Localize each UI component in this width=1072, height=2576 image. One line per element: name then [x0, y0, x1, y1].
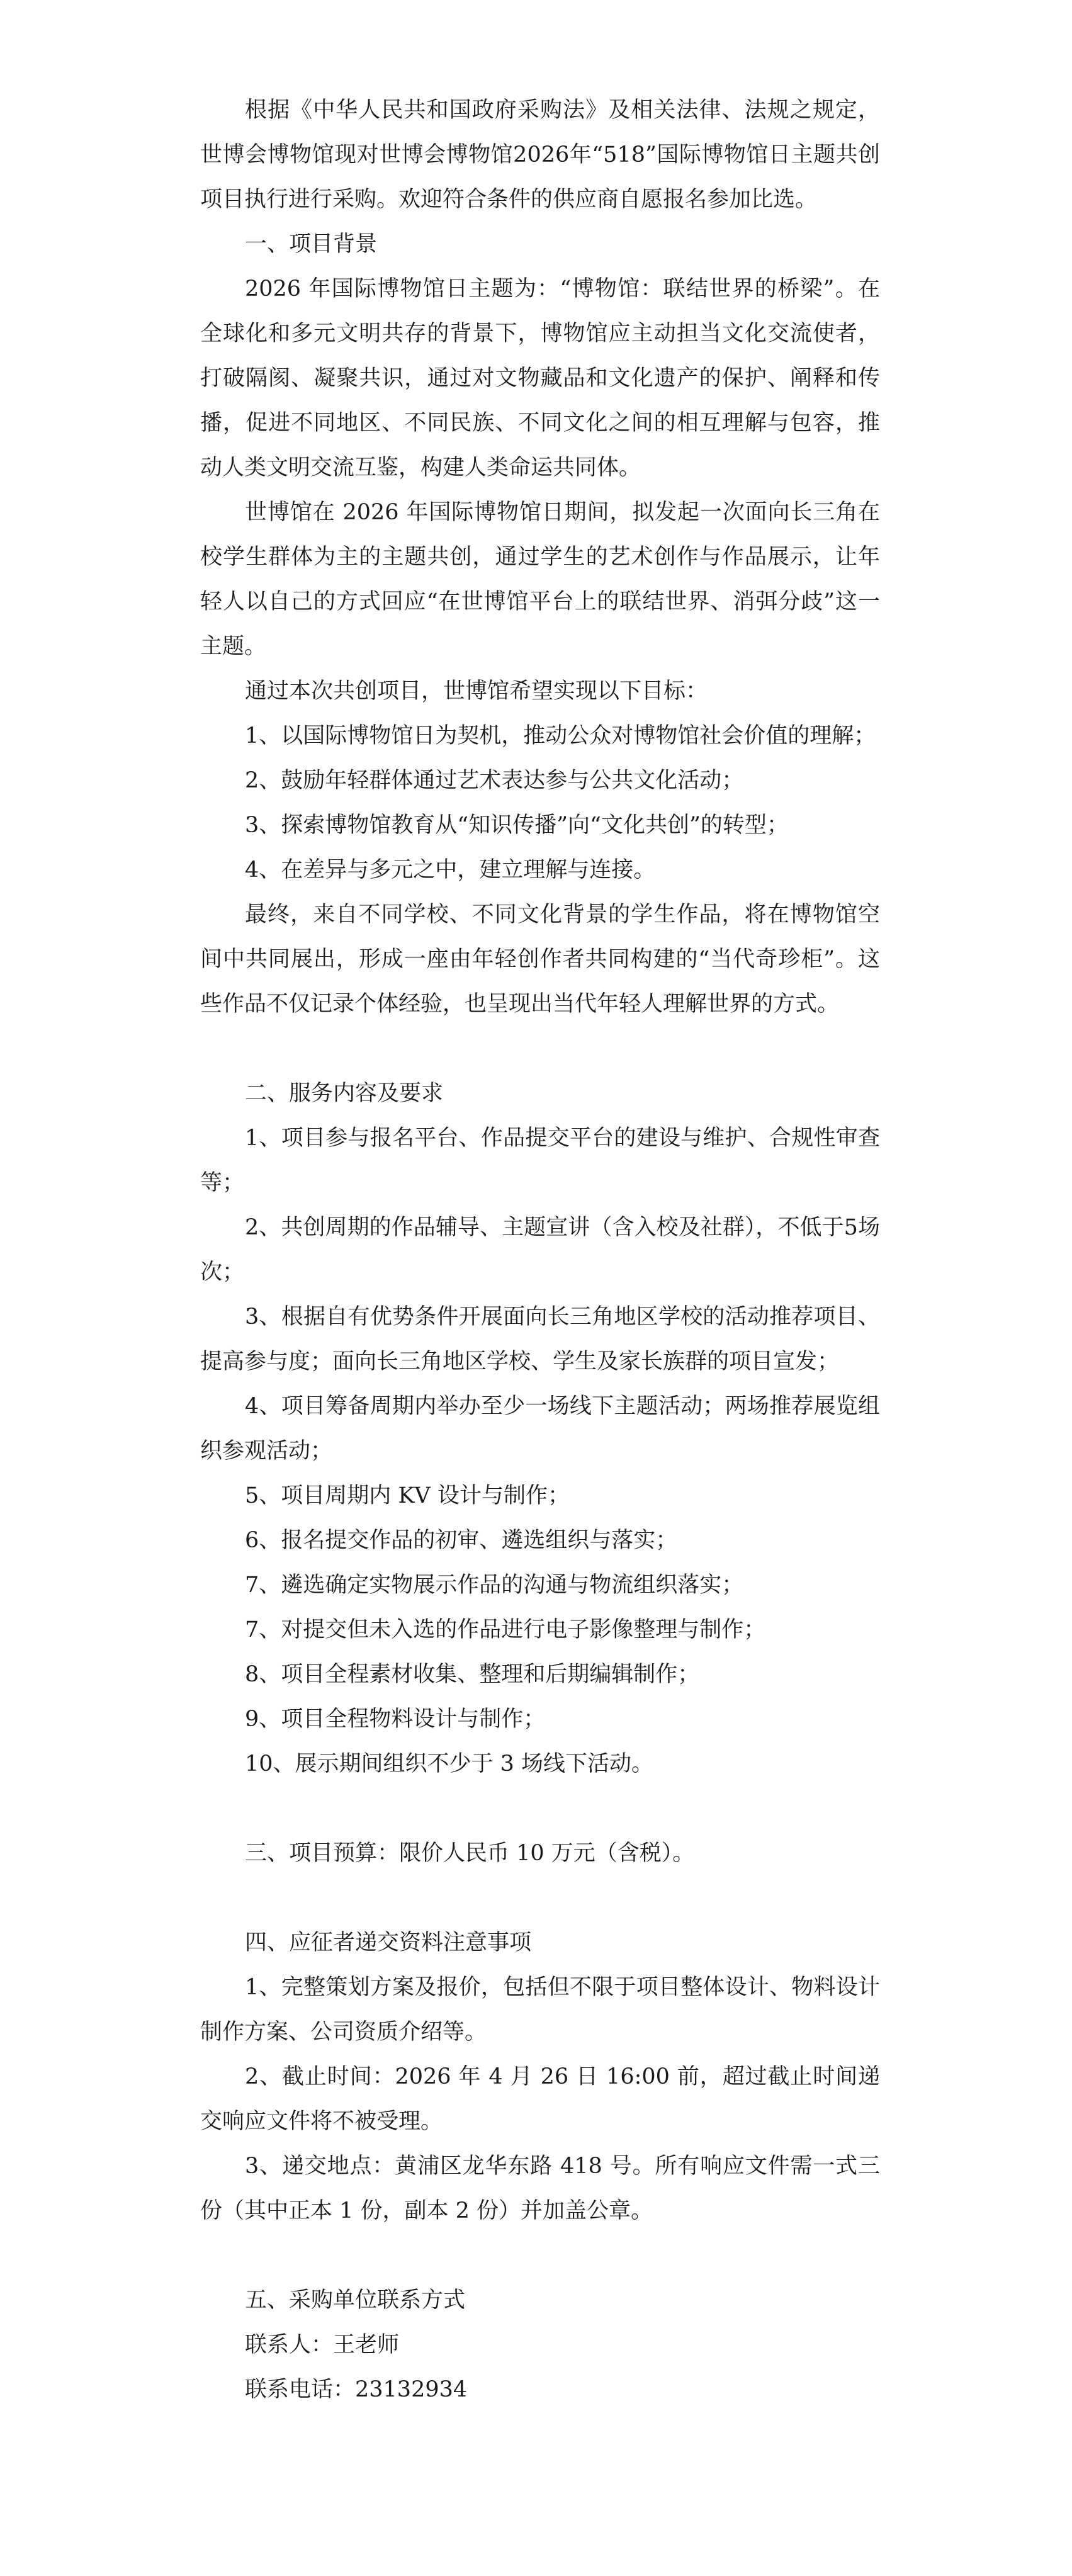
- goals-intro: 通过本次共创项目，世博馆希望实现以下目标：: [245, 679, 708, 704]
- spacer: [200, 1876, 880, 1921]
- submission-item: 1、完整策划方案及报价，包括但不限于项目整体设计、物料设计制作方案、公司资质介绍等。: [200, 1975, 880, 2045]
- spacer: [200, 1787, 880, 1831]
- goal-item: 3、探索博物馆教育从“知识传播”向“文化共创”的转型；: [245, 813, 789, 838]
- service-item: 5、项目周期内 KV 设计与制作；: [245, 1483, 570, 1508]
- section-services: [200, 1071, 880, 1787]
- document-body: [200, 88, 880, 2412]
- contact-heading: 五、采购单位联系方式: [245, 2288, 466, 2313]
- section-background: [200, 222, 880, 1027]
- service-item: 10、展示期间组织不少于 3 场线下活动。: [245, 1751, 654, 1777]
- background-paragraph-1: 2026 年国际博物馆日主题为：“博物馆：联结世界的桥梁”。在全球化和多元文明共存的背景下，博物馆应主动担当文化交流使者，打破隔阂、凝聚共识，通过对文物藏品和文化遗产的保护、阐释和传播，促进不同地区、不同民族、不同文化之间的相互理解与包容，推动人类文明交流互鉴，构建人类命运共同体。: [200, 276, 880, 480]
- spacer: [200, 2234, 880, 2278]
- service-item: 7、对提交但未入选的作品进行电子影像整理与制作；: [245, 1617, 766, 1642]
- service-item: 9、项目全程物料设计与制作；: [245, 1707, 546, 1732]
- contact-phone: 联系电话：23132934: [245, 2377, 468, 2402]
- goal-item: 2、鼓励年轻群体通过艺术表达参与公共文化活动；: [245, 768, 744, 793]
- background-paragraph-2: 世博馆在 2026 年国际博物馆日期间，拟发起一次面向长三角在校学生群体为主的主题共创，通过学生的艺术创作与作品展示，让年轻人以自己的方式回应“在世博馆平台上的联结世界、消弭分歧”这一主题。: [200, 500, 880, 659]
- service-item: 8、项目全程素材收集、整理和后期编辑制作；: [245, 1662, 700, 1687]
- budget-line: 三、项目预算：限价人民币 10 万元（含税）。: [245, 1841, 695, 1866]
- spacer: [200, 1027, 880, 1071]
- service-item: 3、根据自有优势条件开展面向长三角地区学校的活动推荐项目、提高参与度；面向长三角地区学校、学生及家长族群的项目宣发；: [200, 1304, 880, 1374]
- contact-person: 联系人：王老师: [245, 2332, 400, 2358]
- goal-item: 1、以国际博物馆日为契机，推动公众对博物馆社会价值的理解；: [245, 723, 876, 749]
- service-item: 4、项目筹备周期内举办至少一场线下主题活动；两场推荐展览组织参观活动；: [200, 1394, 880, 1464]
- service-item: 2、共创周期的作品辅导、主题宣讲（含入校及社群），不低于5场次；: [200, 1215, 880, 1285]
- section-submission: [200, 1921, 880, 2234]
- submission-heading: 四、应征者递交资料注意事项: [245, 1930, 532, 1955]
- services-heading: 二、服务内容及要求: [245, 1081, 444, 1106]
- goal-item: 4、在差异与多元之中，建立理解与连接。: [245, 857, 656, 883]
- service-item: 7、遴选确定实物展示作品的沟通与物流组织落实；: [245, 1573, 744, 1598]
- background-heading: 一、项目背景: [245, 232, 378, 257]
- service-item: 1、项目参与报名平台、作品提交平台的建设与维护、合规性审查等；: [200, 1126, 880, 1195]
- background-conclusion: 最终，来自不同学校、不同文化背景的学生作品，将在博物馆空间中共同展出，形成一座由年轻创作者共同构建的“当代奇珍柜”。这些作品不仅记录个体经验，也呈现出当代年轻人理解世界的方式。: [200, 902, 880, 1017]
- submission-item: 3、递交地点：黄浦区龙华东路 418 号。所有响应文件需一式三份（其中正本 1 份，副本 2 份）并加盖公章。: [200, 2154, 880, 2223]
- section-contact: [200, 2278, 880, 2412]
- section-budget: [200, 1831, 880, 1876]
- submission-item: 2、截止时间：2026 年 4 月 26 日 16:00 前，超过截止时间递交响应文件将不被受理。: [200, 2064, 880, 2134]
- intro-paragraph: 根据《中华人民共和国政府采购法》及相关法律、法规之规定，世博会博物馆现对世博会博物馆2026年“518”国际博物馆日主题共创项目执行进行采购。欢迎符合条件的供应商自愿报名参加比选。: [200, 98, 880, 212]
- service-item: 6、报名提交作品的初审、遴选组织与落实；: [245, 1528, 678, 1553]
